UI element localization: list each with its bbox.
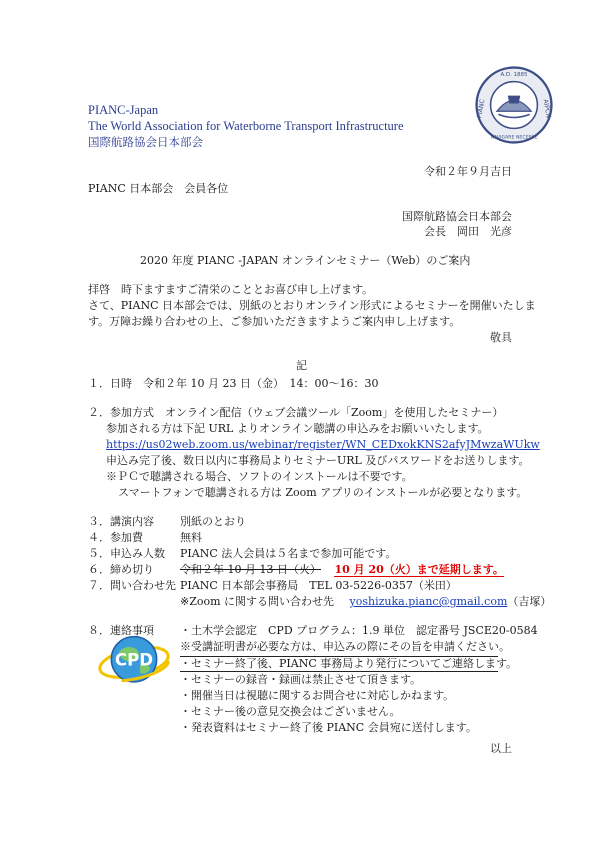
item-6-deadline [180,563,504,577]
item-1-datetime: １．日時 令和２年 10 月 23 日（金） 14：00～16：30 [88,377,379,390]
greeting-line: 拝啓 時下ますますご清栄のこととお喜び申し上げます。 [88,283,374,296]
item-2-line-4: 申込み完了後、数日以内に事務局よりセミナーURL 及びパスワードをお送りします。 [106,454,530,467]
note-inquiries: ・開催当日は視聴に関するお問合せに対応しかねます。 [180,689,455,702]
item-5-value: PIANC 法人会員は５名まで参加可能です。 [180,547,397,560]
item-2-line-5: ※ＰＣで聴講される場合、ソフトのインストールは不要です。 [106,470,413,483]
item-6-label: ６．締め切り [88,563,154,576]
zoom-contact-label: ※Zoom に関する問い合わせ先 [180,595,335,608]
item-7-zoom-contact [180,595,551,609]
old-deadline: 令和２年 10 月 13 日（火） [180,563,321,576]
org-name-en-full: The World Association for Waterborne Transport Infrastructure [88,119,404,133]
seal-top-text: A.D. 1885 [500,72,528,79]
body-line-2: さて、PIANC 日本部会では、別紙のとおりオンライン形式によるセミナーを開催いたしま [88,299,536,312]
item-4-label: ４．参加費 [88,531,143,544]
closing-ijou: 以上 [490,742,512,755]
item-7-label: ７．問い合わせ先 [88,579,176,592]
registration-url-link[interactable]: https://us02web.zoom.us/webinar/register/WN_CEDxokKNS2afyJMwzaWUkw [106,438,540,451]
item-3-value: 別紙のとおり [180,515,246,528]
item-2-format: ２．参加方式 オンライン配信（ウェブ会議ツール「Zoom」を使用したセミナー） [88,406,504,419]
note-recording: ・セミナーの録音・録画は禁止させて頂きます。 [180,673,422,686]
sender-org: 国際航路協会日本部会 [402,210,512,223]
body-line-3: す。万障お繰り合わせの上、ご参加いただきますようご案内申し上げます。 [88,315,461,328]
document-title: 2020 年度 PIANC -JAPAN オンラインセミナー（Web）のご案内 [140,254,471,267]
note-cpd: ・土木学会認定 CPD プログラム：1.9 単位 認定番号 JSCE20-0584 [180,624,538,637]
item-8-label: ８．連絡事項 [88,624,154,637]
org-name-en-short: PIANC-Japan [88,103,159,117]
seal-left-text: PIANC [476,98,487,119]
contact-email-link[interactable]: yoshizuka.pianc@gmail.com [349,595,508,608]
recipient: PIANC 日本部会 会員各位 [88,182,229,195]
new-deadline: 10 月 20（火）まで延期します。 [334,563,504,576]
cpd-logo-letters: CPD [114,650,154,670]
ki-marker: 記 [296,359,307,372]
sender-title-name: 会長 岡田 光彦 [424,225,512,238]
note-issuance: ・セミナー終了後、PIANC 事務局より発行についてご連絡します。 [180,657,518,670]
closing-keigu: 敬具 [490,331,512,344]
email-contact-person: （吉塚） [507,595,552,608]
item-4-value: 無料 [180,531,202,544]
seal-right-text: AIPCN [541,98,552,119]
issue-date: 令和２年９月吉日 [424,165,512,178]
note-certificate: ※受講証明書が必要な方は、申込みの際にその旨を申請ください。 [180,640,510,653]
item-3-label: ３．講演内容 [88,515,154,528]
item-7-value: PIANC 日本部会事務局 TEL 03-5226-0357（米田） [180,579,457,592]
cpd-logo [96,626,172,694]
item-2-line-2: 参加される方は下記 URL よりオンライン聴講の申込みをお願いいたします。 [106,422,489,435]
item-5-label: ５．申込み人数 [88,547,165,560]
note-materials: ・発表資料はセミナー終了後 PIANC 会員宛に送付します。 [180,721,477,734]
pianc-seal-logo [475,66,553,144]
note-exchange: ・セミナー後の意見交換会はございません。 [180,705,401,718]
org-name-jp: 国際航路協会日本部会 [88,135,203,149]
seal-bottom-text: NAVIGARE NECESSE [490,135,538,141]
item-2-line-6: スマートフォンで聴講される方は Zoom アプリのインストールが必要となります。 [118,486,528,499]
